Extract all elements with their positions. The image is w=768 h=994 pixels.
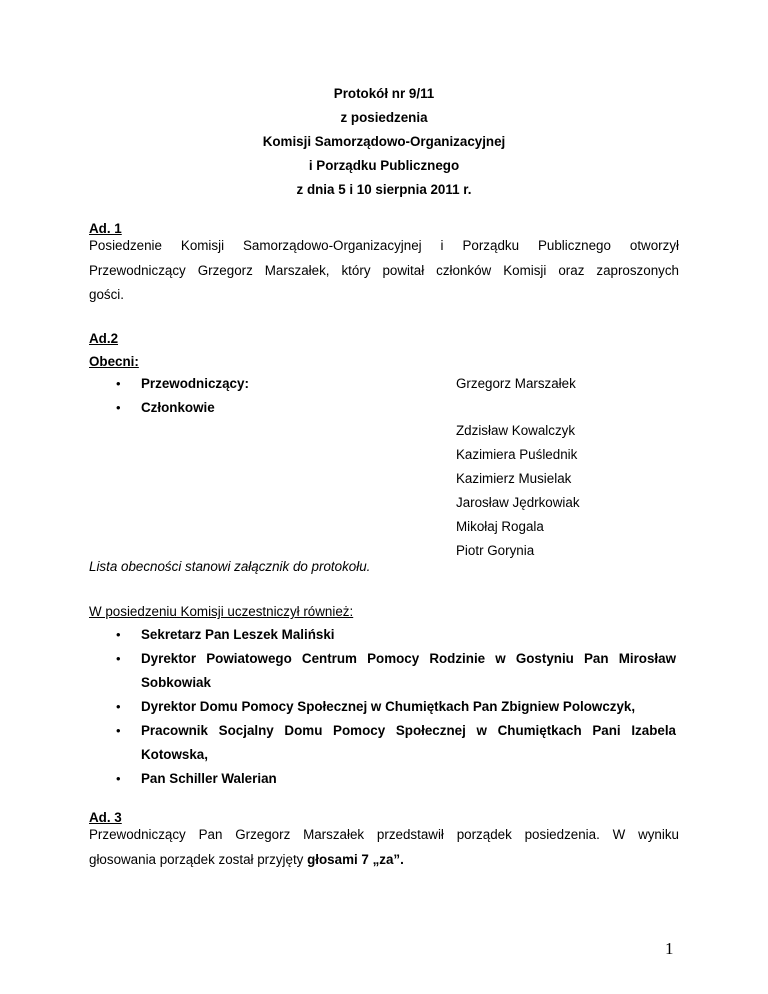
bullet-icon: •	[116, 400, 121, 415]
bullet-icon: •	[116, 376, 121, 391]
chair-label: Przewodniczący:	[141, 376, 249, 391]
ad1-line-2: Przewodniczący Grzegorz Marszałek, który powitał członków Komisji oraz zaproszonych	[89, 262, 679, 278]
bullet-icon: •	[116, 723, 121, 738]
ad3-line-1: Przewodniczący Pan Grzegorz Marszałek przedstawił porządek posiedzenia. W wyniku	[89, 827, 679, 842]
guest-item: Sekretarz Pan Leszek Maliński	[141, 627, 335, 642]
guest-item: Pan Schiller Walerian	[141, 771, 277, 786]
guests-intro: W posiedzeniu Komisji uczestniczył również:	[89, 604, 354, 619]
ad1-line-3: gości.	[89, 287, 124, 302]
member-name: Piotr Gorynia	[456, 543, 535, 558]
bullet-icon: •	[116, 627, 121, 642]
ad1-paragraph	[89, 234, 679, 308]
member-name: Zdzisław Kowalczyk	[456, 423, 576, 438]
bullet-icon: •	[116, 699, 121, 714]
title-subtitle-line: z posiedzenia	[340, 110, 428, 125]
title-date-line: z dnia 5 i 10 sierpnia 2011 r.	[296, 182, 472, 197]
guest-item-continuation: Sobkowiak	[141, 675, 211, 690]
guest-item: Dyrektor Powiatowego Centrum Pomocy Rodzinie w Gostyniu Pan Mirosław	[141, 651, 676, 666]
page-number: 1	[665, 939, 674, 958]
title-committee-line: Komisji Samorządowo-Organizacyjnej	[262, 134, 506, 149]
member-name: Jarosław Jędrkowiak	[456, 495, 580, 510]
section-heading-ad3: Ad. 3	[89, 810, 122, 825]
ad1-line-1: Posiedzenie Komisji Samorządowo-Organizacyjnej i Porządku Publicznego otworzył	[89, 238, 679, 253]
members-label: Członkowie	[141, 400, 215, 415]
ad3-paragraph	[89, 823, 679, 872]
guest-item: Dyrektor Domu Pomocy Społecznej w Chumiętkach Pan Zbigniew Polowczyk,	[141, 699, 636, 714]
guest-item-continuation: Kotowska,	[141, 747, 208, 762]
member-name: Kazimierz Musielak	[456, 471, 572, 486]
attendance-note: Lista obecności stanowi załącznik do protokołu.	[89, 559, 371, 574]
title-committee-line-2: i Porządku Publicznego	[308, 158, 460, 173]
section-heading-ad1: Ad. 1	[89, 221, 122, 236]
member-name: Kazimiera Puślednik	[456, 447, 578, 462]
chair-name: Grzegorz Marszałek	[456, 376, 576, 391]
section-heading-ad2: Ad.2	[89, 331, 119, 346]
guest-item: Pracownik Socjalny Domu Pomocy Społecznej w Chumiętkach Pani Izabela	[141, 723, 676, 738]
document-title: Protokół nr 9/11	[333, 86, 435, 101]
ad3-line-2	[89, 848, 679, 873]
bullet-icon: •	[116, 771, 121, 786]
ad3-line-2-text: głosowania porządek został przyjęty	[89, 851, 308, 867]
present-label: Obecni:	[89, 354, 139, 369]
member-name: Mikołaj Rogala	[456, 519, 544, 534]
bullet-icon: •	[116, 651, 121, 666]
vote-result: głosami 7 „za”.	[307, 851, 404, 867]
